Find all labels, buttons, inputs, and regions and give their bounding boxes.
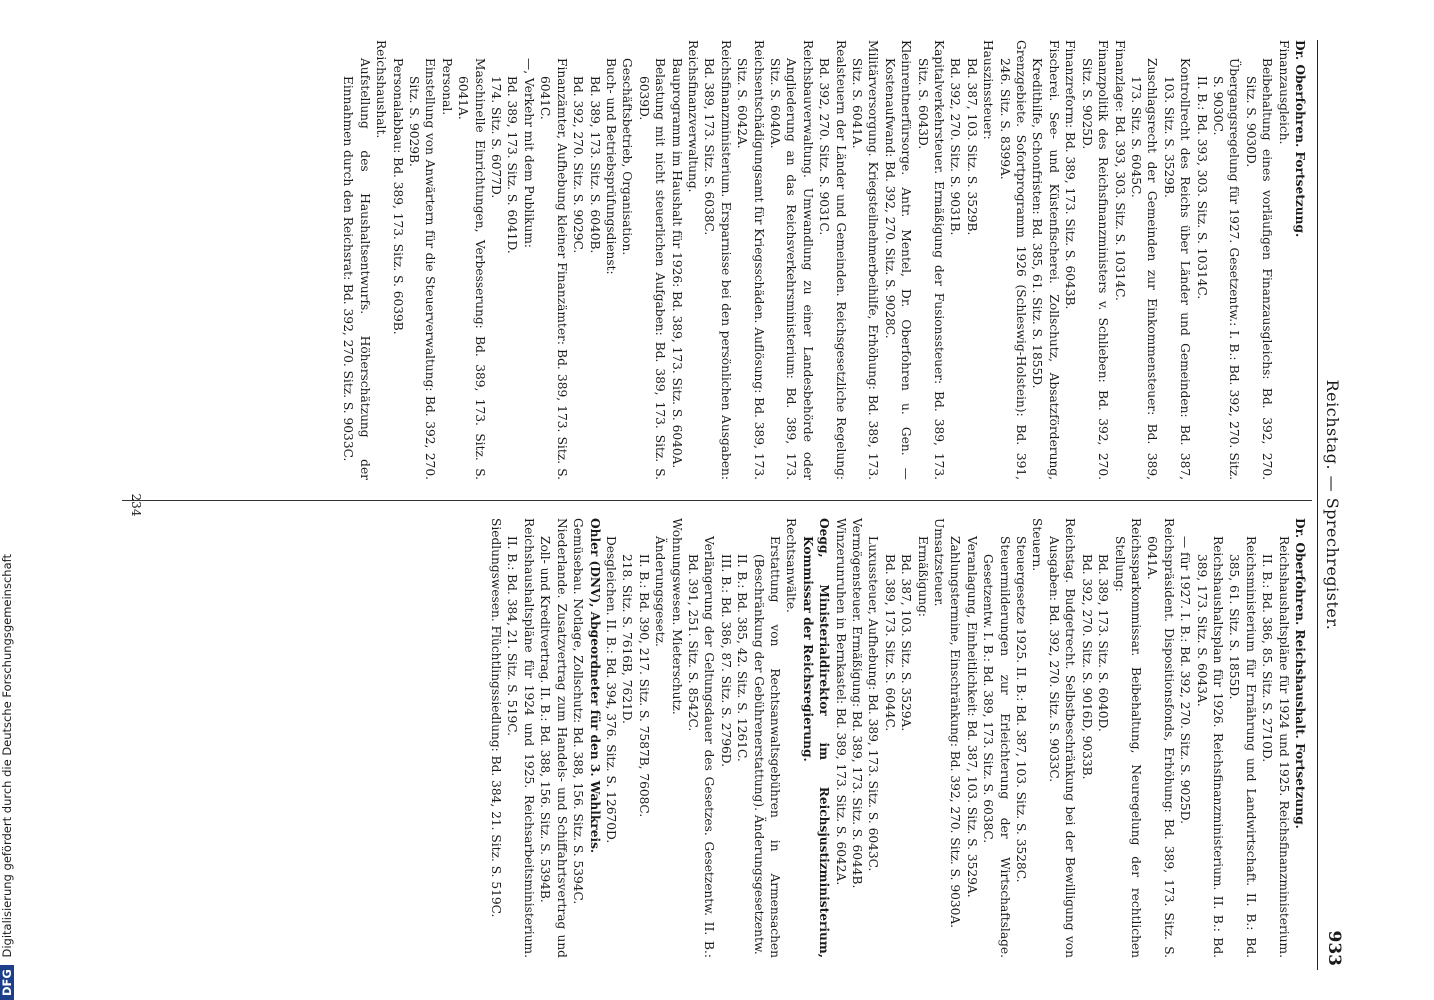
register-entry: Realsteuern der Länder und Gemeinden. Reichsgesetzliche Regelung: Bd. 392, 270. Sitz. S. 9031C. [817, 40, 848, 480]
header-title: Reichstag. — Sprechregister. [1323, 379, 1342, 631]
register-entry: Bd. 387, 103. Sitz. S. 3529A. [899, 554, 914, 732]
register-entry: Veranlagung, Einheitlichkeit: Bd. 387, 103. Sitz. S. 3529A. [964, 536, 979, 898]
register-entry: Ohler (DNV), Abgeordneter für den 3. Wahlkreis. [587, 518, 602, 854]
register-entry: Finanzämter, Aufhebung kleiner Finanzämter: Bd. 389, 173. Sitz. S. 6041C. [538, 58, 569, 480]
register-entry: Luxussteuer, Aufhebung: Bd. 389, 173. Sitz. S. 6043C. [866, 536, 881, 872]
register-entry: Militärversorgung. Kriegsteilnehmerbeihilfe, Erhöhung: Bd. 389, 173. Sitz. S. 6041A. [850, 40, 881, 480]
register-entry: Finanzausgleich. [1276, 40, 1291, 145]
register-entry: Bd. 389, 173. Sitz. S. 6040D. [1096, 554, 1111, 732]
register-entry: Übergangsregelung für 1927. Gesetzentw.: I. B.: Bd. 392, 270. Sitz. S. 9030C. [1210, 58, 1242, 480]
register-entry: II. B.: Bd. 385, 42. Sitz. S. 1261C. [735, 554, 750, 762]
register-entry: Niederlande. Zusatzvertrag zum Handels- und Schiffahrtsvertrag und Zoll- und Kreditvertrag. II. B.: Bd. 388, 156. Sitz. S. 5394B. [538, 518, 569, 958]
register-entry: Reichsfinanzverwaltung. [685, 40, 700, 193]
page-header [1317, 40, 1342, 970]
register-entry: Personalabbau: Bd. 389, 173. Sitz. S. 6039B. [390, 58, 405, 335]
header-page-number: 933 [1324, 930, 1344, 966]
register-entry: Bd. 392, 270. Sitz. S. 9031B. [948, 58, 963, 236]
register-entry: — für 1927. I. B.: Bd. 392, 270. Sitz. S. 9025D. [1178, 536, 1193, 824]
register-entry: Reichshaushaltspläne für 1924 und 1925. Reichsfinanzministerium. II. B.: Bd. 386, 85. Sitz. S. 2710D. [1260, 536, 1291, 958]
register-entry: Oegg, Ministerialdirektor im Reichsjustizministerium, Kommissar der Reichsregierung. [800, 518, 832, 958]
register-entry: Reichshaushalt. [374, 40, 389, 139]
register-entry: Siedlungswesen. Flüchtlingssiedlung: Bd. 384, 21. Sitz. S. 519C. [489, 518, 504, 918]
register-entry: Beibehaltung eines vorläufigen Finanzausgleichs: Bd. 392, 270. Sitz. S. 9030D. [1243, 58, 1275, 480]
left-column [128, 40, 1308, 480]
dfg-logo: DFG [0, 965, 14, 1000]
register-entry: Bauprogramm im Haushalt für 1926: Bd. 389, 173. Sitz. S. 6040A. [669, 58, 684, 469]
register-entry: Aufstellung des Haushaltsentwurfs. Höherschätzung der Einnahmen durch den Reichsrat: Bd. 392, 270. Sitz. S. 9033C. [341, 58, 372, 480]
register-entry: II. B.: Bd. 393, 303. Sitz. S. 10314C. [1194, 76, 1209, 300]
register-entry: Reichstag. Budgetrecht. Selbstbeschränkung bei der Bewilligung von Ausgaben: Bd. 392, 270. Sitz. S. 9033C. [1046, 518, 1078, 958]
register-entry: Bd. 392, 270. Sitz. S. 9016D, 9033B. [1079, 554, 1094, 780]
register-entry: Reichspräsident. Dispositionsfonds, Erhöhung: Bd. 389, 173. Sitz. S. 6041A. [1145, 518, 1176, 958]
register-entry: Desgleichen. II. B.: Bd. 394, 376. Sitz. S. 12670D. [603, 536, 618, 844]
register-entry: Grenzgebiete. Sofortprogramm 1926 (Schleswig-Holstein): Bd. 391, 246. Sitz. S. 8399A. [997, 40, 1029, 480]
digitization-credit [0, 0, 18, 1000]
register-entry: Kleinrentnerfürsorge. Antr. Mentel, Dr. Oberfohren u. Gen. — Kostenaufwand: Bd. 392, 270. Sitz. S. 9028C. [882, 40, 914, 480]
register-entry: 218. Sitz. S. 7616B, 7621D. [620, 554, 635, 724]
register-entry: Steuern. [1030, 518, 1045, 572]
register-entry: Reichsfinanzministerium. Ersparnisse bei den persönlichen Ausgaben: Bd. 389, 173. Sitz. S. 6038C. [702, 40, 733, 480]
register-entry: Fischerei. See- und Küstenfischerei. Zollschutz, Absatzförderung, Kredithilfe, Schonfristen: Bd. 385, 61. Sitz. S. 1855D. [1030, 40, 1061, 480]
register-entry: Bd. 392, 270. Sitz. S. 9029C. [571, 76, 586, 254]
register-entry: Finanzlage: Bd. 393, 303. Sitz. S. 10314C. [1112, 40, 1127, 301]
register-entry: Bd. 389, 173. Sitz. S. 6041D. [505, 76, 520, 254]
register-entry: Dr. Oberfohren. Fortsetzung. [1293, 40, 1307, 238]
register-entry: Belastung mit nicht steuerlichen Aufgaben: Bd. 389, 173. Sitz. S. 6039D. [636, 58, 668, 480]
register-entry: II. B.: Bd. 390, 217. Sitz. S. 7587B, 7608C. [636, 554, 651, 818]
register-entry: Bd. 389, 173. Sitz. S. 6040B. [587, 76, 602, 254]
register-entry: Steuergesetze 1925. II. B.: Bd. 387, 103. Sitz. S. 3528C. [1014, 536, 1029, 883]
register-entry: III. B.: Bd. 386, 87. Sitz. S. 2796D. [718, 554, 733, 767]
register-entry: Zahlungstermine, Einschränkung: Bd. 392, 270. Sitz. S. 9030A. [948, 536, 963, 929]
register-entry: Reichshaushaltspläne für 1924 und 1925. Reichsarbeitsministerium. II. B.: Bd. 384, 21. Sitz. S. 519C. [505, 518, 536, 958]
register-entry: Gemüsebau. Notlage, Zollschutz: Bd. 388, 156. Sitz. S. 5394C. [571, 518, 586, 905]
register-entry: Reichsentschädigungsamt für Kriegsschäden. Auflösung: Bd. 389, 173. Sitz. S. 6042A. [735, 40, 766, 480]
register-entry: —, Verkehr mit dem Publikum: [521, 58, 536, 249]
register-entry: Steuermilderungen zur Erleichterung der Wirtschaftslage. Gesetzentw. I. B.: Bd. 389, 173. Sitz. S. 6038C. [981, 536, 1012, 958]
register-entry: Personal. [439, 58, 454, 116]
footer-page-number: 234 [129, 493, 143, 517]
register-entry: Änderungsgesetz. [653, 536, 668, 647]
register-entry: Verlängerung der Geltungsdauer des Gesetzes. Gesetzentw. II. B.: Bd. 391, 251. Sitz. S. 8542C. [685, 536, 717, 958]
register-entry: Vermögensteuer. Ermäßigung: Bd. 389, 173. Sitz. S. 6044B. [850, 518, 865, 889]
register-entry: Reichshaushaltsplan für 1926. Reichsfinanzministerium. II. B.: Bd. 389, 173. Sitz. S. 6043A. [1194, 536, 1225, 958]
register-entry: Kontrollrecht des Reichs über Länder und Gemeinden: Bd. 387, 103. Sitz. S. 3529B. [1161, 58, 1193, 480]
register-entry: Erstattung von Rechtsanwaltsgebühren in Armensachen (Beschränkung der Gebührenerstattung). Änderungsgesetzentw. [751, 536, 782, 958]
register-entry: Rechtsanwälte. [784, 518, 799, 613]
register-entry: Maschinelle Einrichtungen, Verbesserung: Bd. 389, 173. Sitz. S. 6041A. [456, 58, 487, 480]
register-entry: 174. Sitz. S. 6077D. [489, 76, 504, 199]
register-entry: Winzerunruhen in Bernkastel: Bd. 389, 173. Sitz. S. 6042A. [833, 518, 848, 886]
register-entry: Bd. 387, 103. Sitz. S. 3529B. [964, 58, 979, 236]
register-entry: Hauszinssteuer: [981, 40, 996, 140]
register-entry: Dr. Oberfohren. Reichshaushalt. Fortsetzung. [1293, 518, 1307, 829]
register-entry: Ermäßigung: [915, 536, 930, 617]
register-entry: Einstellung von Anwärtern für die Steuerverwaltung: Bd. 392, 270. Sitz. S. 9029B. [407, 58, 438, 480]
register-entry: Finanzpolitik des Reichsfinanzministers v. Schlieben: Bd. 392, 270. Sitz. S. 9025D. [1079, 40, 1111, 480]
register-entry: Bd. 389, 173. Sitz. S. 6044C. [882, 554, 897, 732]
register-entry: Geschäftsbetrieb, Organisation. [620, 58, 635, 256]
register-page [112, 40, 1342, 970]
register-entry: Reichsministerium für Ernährung und Landwirtschaft. II. B.: Bd. 385, 61. Sitz. S. 1855D. [1227, 536, 1258, 958]
register-entry: Zuschlagsrecht der Gemeinden zur Einkommensteuer: Bd. 389, 173. Sitz. S. 6045C. [1128, 58, 1160, 480]
register-entry: Reichsbauverwaltung. Umwandlung zu einer Landesbehörde oder Angliederung an das Reichsverkehrsministerium: Bd. 389, 173. Sitz. S. 6040A. [768, 40, 815, 480]
register-entry: Buch- und Betriebsprüfungsdienst: [603, 58, 618, 275]
register-entry: Kapitalverkehrsteuer. Ermäßigung der Fusionssteuer: Bd. 389, 173. Sitz. S. 6043D. [915, 40, 947, 480]
register-entry: Wohnungswesen. Mieterschutz. [669, 518, 684, 715]
register-entry: Reichssparkommissar. Beibehaltung, Neuregelung der rechtlichen Stellung: [1112, 518, 1143, 958]
credit-text: Digitalisierung gefördert durch die Deutsche Forschungsgemeinschaft [0, 554, 14, 958]
column-divider [122, 500, 1312, 501]
right-column [128, 518, 1308, 958]
register-entry: Umsatzsteuer. [932, 518, 947, 607]
register-entry: Finanzreform: Bd. 389, 173. Sitz. S. 6043B. [1063, 40, 1078, 310]
